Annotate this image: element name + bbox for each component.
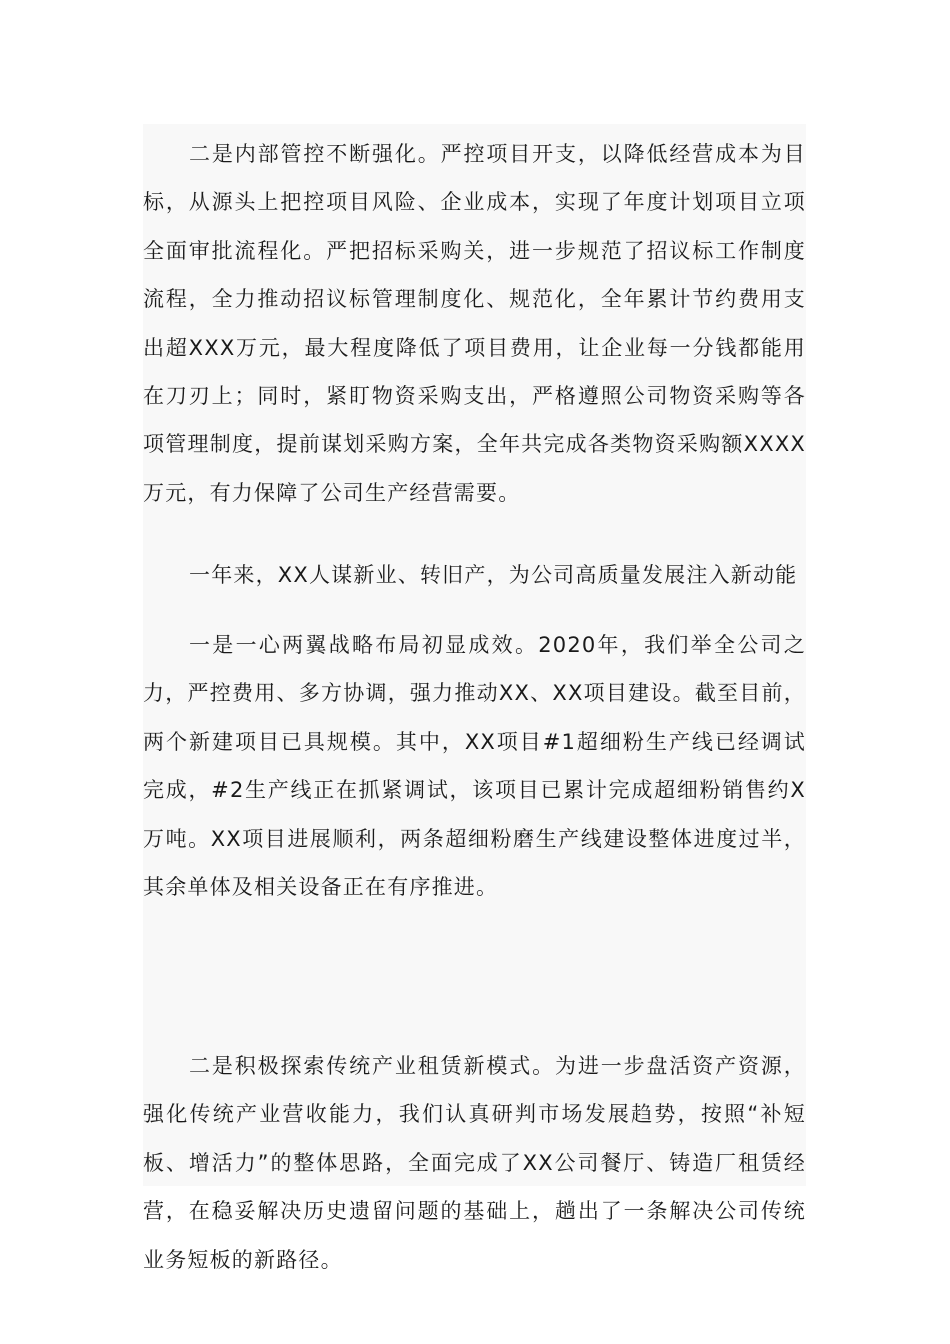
paragraph-internal-control: 二是内部管控不断强化。严控项目开支，以降低经营成本为目标，从源头上把控项目风险、企业成本，实现了年度计划项目立项全面审批流程化。严把招标采购关，进一步规范了招议标工作制度流程，全力推动招议标管理制度化、规范化，全年累计节约费用支出超XXX万元，最大程度降低了项目费用，让企业每一分钱都能用在刀刃上；同时，紧盯物资采购支出，严格遵照公司物资采购等各项管理制度，提前谋划采购方案，全年共完成各类物资采购额XXXX万元，有力保障了公司生产经营需要。 xyxy=(143,142,806,505)
paragraph-section-heading: 一年来，XX人谋新业、转旧产，为公司高质量发展注入新动能 xyxy=(189,563,798,587)
paragraph-strategy-layout: 一是一心两翼战略布局初显成效。2020年，我们举全公司之力，严控费用、多方协调，强力推动XX、XX项目建设。截至目前，两个新建项目已具规模。其中，XX项目#1超细粉生产线已经调试完成，#2生产线正在抓紧调试，该项目已累计完成超细粉销售约X万吨。XX项目进展顺利，两条超细粉磨生产线建设整体进度过半，其余单体及相关设备正在有序推进。 xyxy=(143,633,806,900)
paragraph-leasing-model: 二是积极探索传统产业租赁新模式。为进一步盘活资产资源，强化传统产业营收能力，我们认真研判市场发展趋势，按照“补短板、增活力”的整体思路，全面完成了XX公司餐厅、铸造厂租赁经营，在稳妥解决历史遗留问题的基础上，趟出了一条解决公司传统业务短板的新路径。 xyxy=(143,1054,806,1272)
document-body xyxy=(143,124,806,1272)
